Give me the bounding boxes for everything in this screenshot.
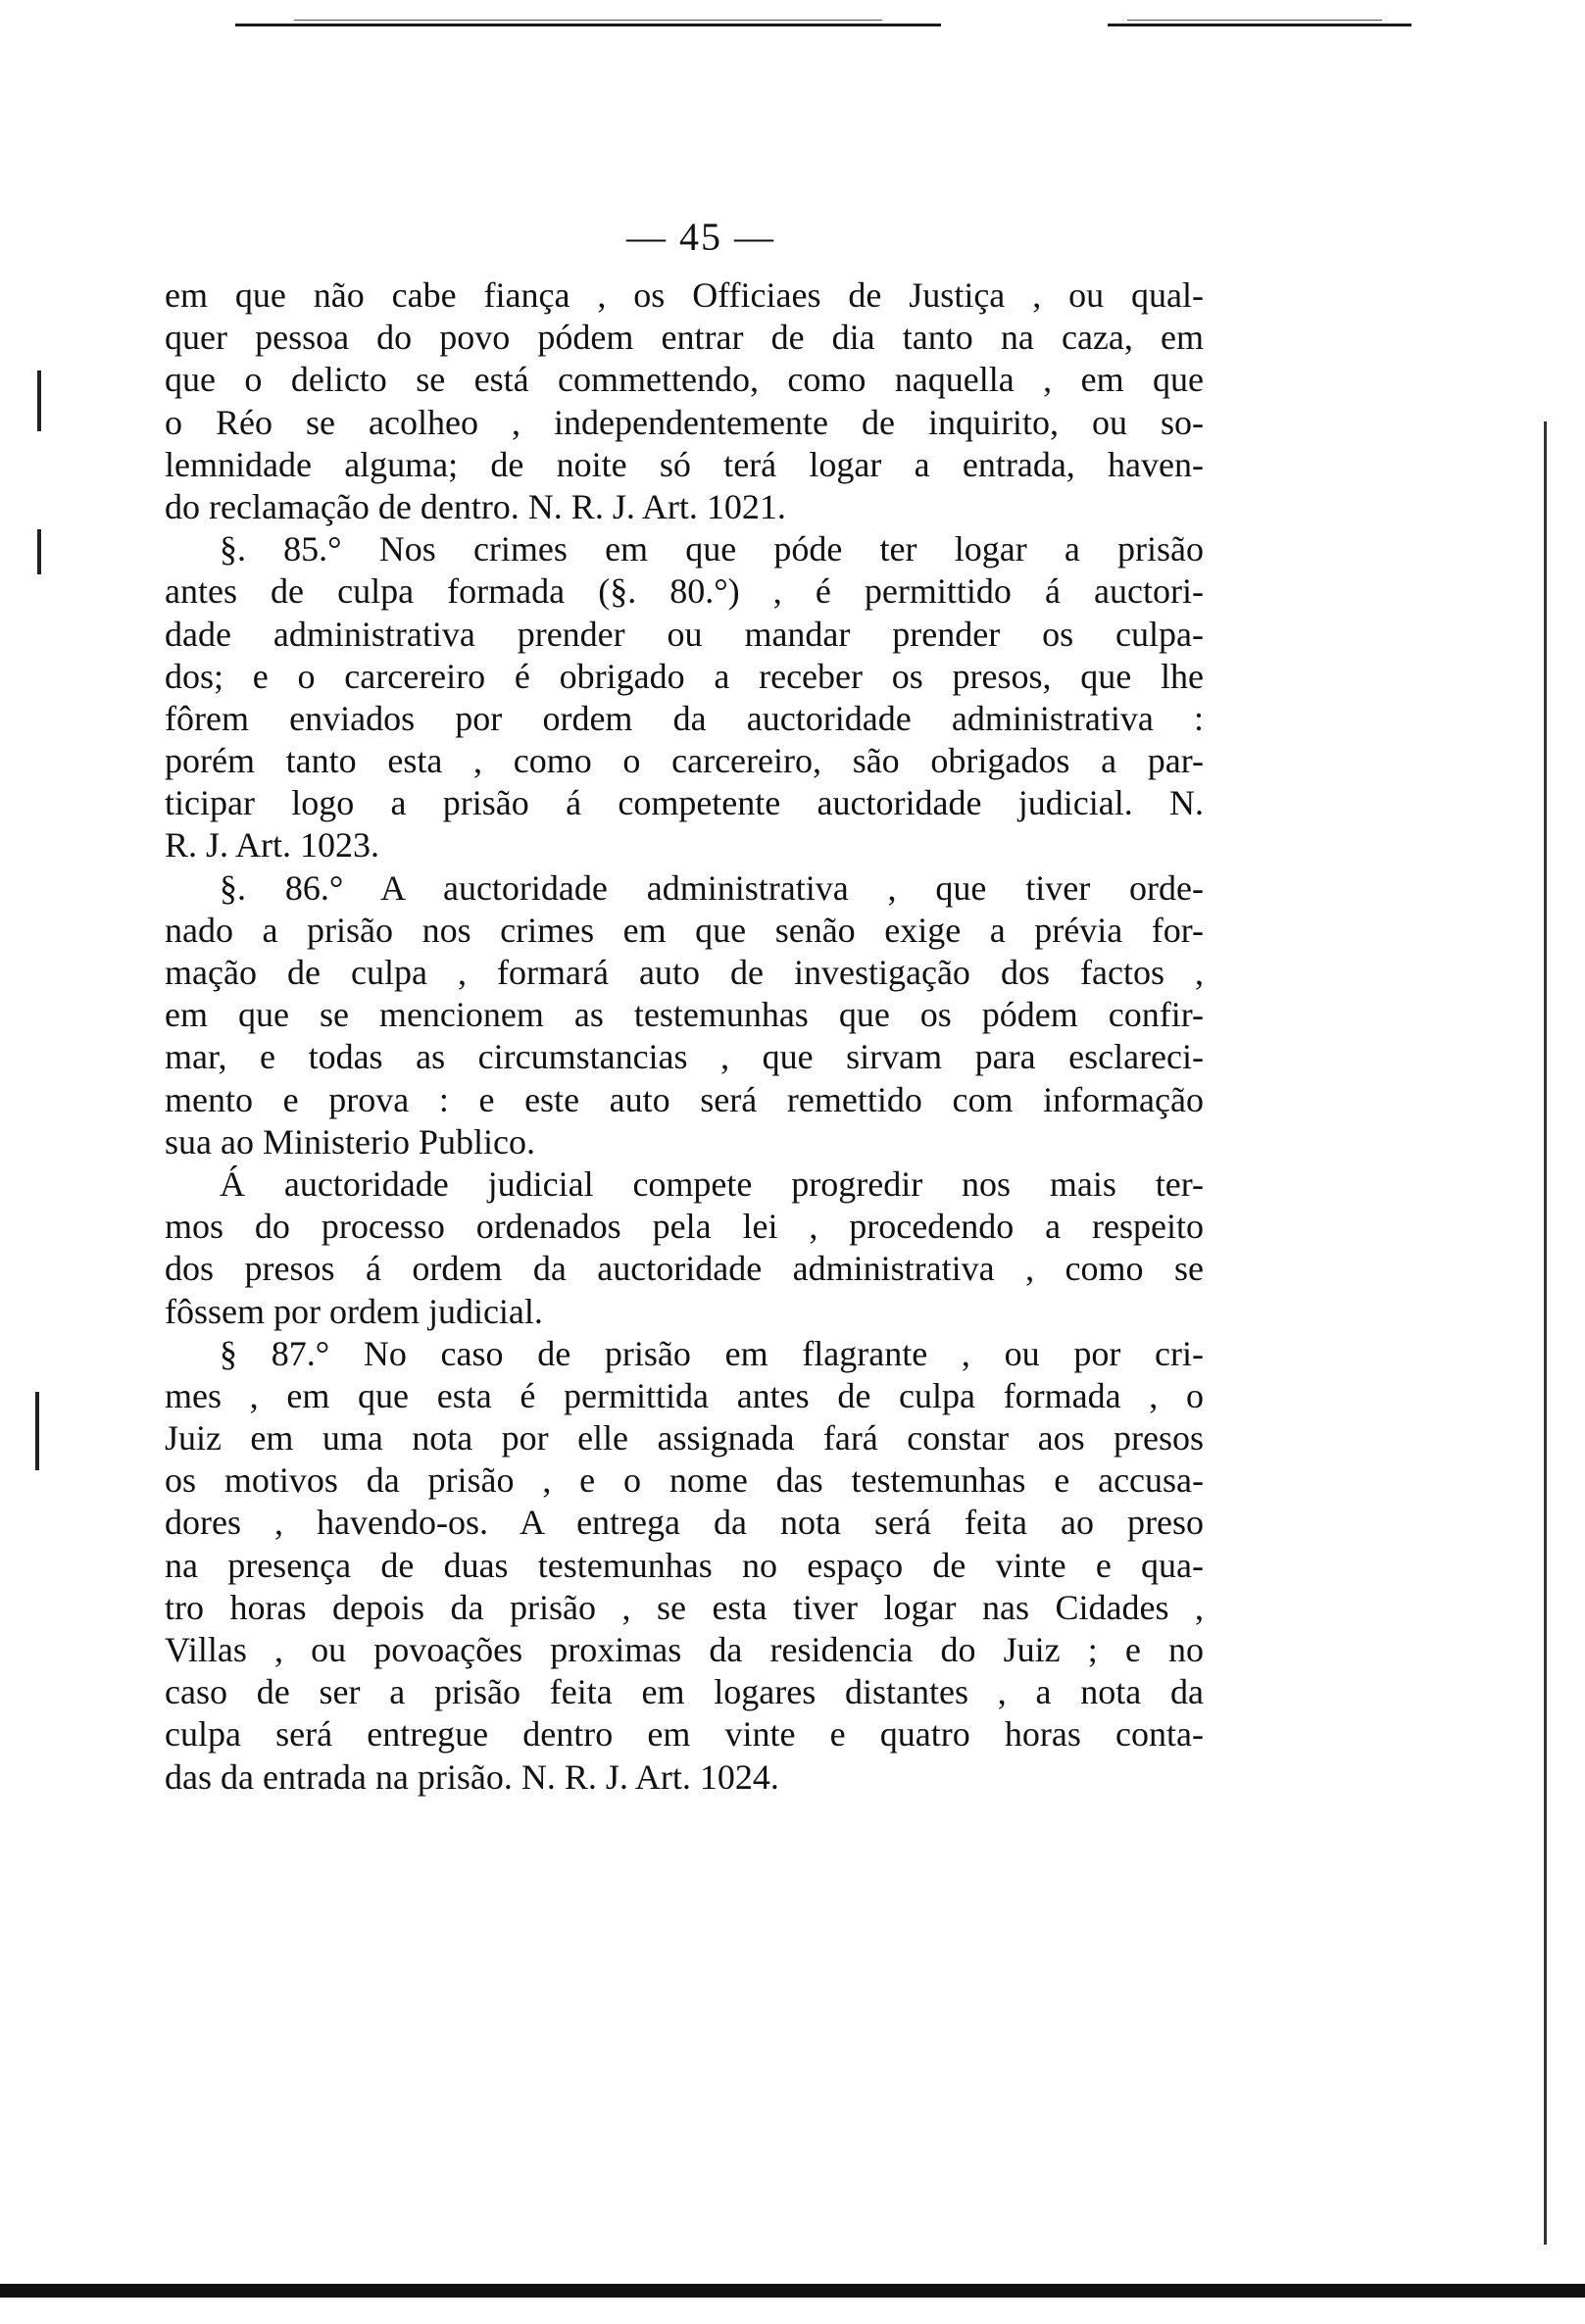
text-line: do reclamação de dentro. N. R. J. Art. 1021. <box>165 486 786 526</box>
margin-mark <box>37 529 41 574</box>
text-line: porém tanto esta , como o carcereiro, são obrigados a par- <box>165 741 1204 781</box>
text-line: mos do processo ordenados pela lei , procedendo a respeito <box>165 1207 1204 1247</box>
text-line: nado a prisão nos crimes em que senão exige a prévia for- <box>165 910 1204 950</box>
text-line: caso de ser a prisão feita em logares distantes , a nota da <box>165 1672 1204 1712</box>
text-line: mação de culpa , formará auto de investigação dos factos , <box>165 953 1204 992</box>
text-line: mento e prova : e este auto será remettido com informação <box>165 1079 1204 1119</box>
text-line: mes , em que esta é permittida antes de culpa formada , o <box>165 1375 1204 1415</box>
page-number: — 45 — <box>626 215 775 259</box>
text-line: ticipar logo a prisão á competente auctoridade judicial. N. <box>165 783 1204 823</box>
section-86-start: §. 86.° A auctoridade administrativa , que tiver orde- <box>220 867 1204 908</box>
text-line: na presença de duas testemunhas no espaço de vinte e qua- <box>165 1545 1204 1585</box>
text-line: fôrem enviados por ordem da auctoridade administrativa : <box>165 698 1204 738</box>
text-line: que o delicto se está commettendo, como naquella , em que <box>165 360 1204 400</box>
text-line: das da entrada na prisão. N. R. J. Art. 1024. <box>165 1756 779 1797</box>
margin-mark <box>37 371 41 431</box>
header-rule-thin-right <box>1127 20 1382 21</box>
text-line: em que não cabe fiança , os Officiaes de Justiça , ou qual- <box>165 275 1204 315</box>
text-line: Villas , ou povoações proximas da residencia do Juiz ; e no <box>165 1630 1204 1669</box>
text-line: dos presos á ordem da auctoridade administrativa , como se <box>165 1249 1204 1289</box>
text-line: tro horas depois da prisão , se esta tiver logar nas Cidades , <box>165 1587 1204 1627</box>
text-line: Juiz em uma nota por elle assignada fará constar aos presos <box>165 1418 1204 1459</box>
body-text <box>165 274 1204 1799</box>
section-85-start: §. 85.° Nos crimes em que póde ter logar a prisão <box>220 529 1204 569</box>
section-87-start: § 87.° No caso de prisão em flagrante , ou por cri- <box>220 1333 1204 1373</box>
header-rule-left <box>235 24 941 26</box>
text-line: R. J. Art. 1023. <box>165 825 380 865</box>
text-line: culpa será entregue dentro em vinte e quatro horas conta- <box>165 1714 1204 1755</box>
header-rule-thin-left <box>294 20 882 21</box>
text-line: quer pessoa do povo pódem entrar de dia tanto na caza, em <box>165 318 1204 358</box>
text-line: mar, e todas as circumstancias , que sirvam para esclareci- <box>165 1037 1204 1077</box>
text-line: o Réo se acolheo , independentemente de inquirito, ou so- <box>165 402 1204 442</box>
text-line: em que se mencionem as testemunhas que os pódem confir- <box>165 995 1204 1035</box>
paragraph-start: Á auctoridade judicial compete progredir nos mais ter- <box>220 1163 1204 1204</box>
text-line: lemnidade alguma; de noite só terá logar a entrada, haven- <box>165 444 1204 484</box>
page-bottom-border <box>0 2284 1585 2298</box>
header-rule-right <box>1108 24 1412 26</box>
margin-mark <box>35 1392 39 1470</box>
text-line: dos; e o carcereiro é obrigado a receber os presos, que lhe <box>165 656 1204 696</box>
text-line: dade administrativa prender ou mandar prender os culpa- <box>165 614 1204 654</box>
page-edge-shadow <box>1544 421 1547 2245</box>
text-line: os motivos da prisão , e o nome das testemunhas e accusa- <box>165 1460 1204 1501</box>
text-line: dores , havendo-os. A entrega da nota será feita ao preso <box>165 1503 1204 1543</box>
text-line: fôssem por ordem judicial. <box>165 1291 543 1331</box>
text-line: antes de culpa formada (§. 80.°) , é permittido á auctori- <box>165 571 1204 612</box>
text-line: sua ao Ministerio Publico. <box>165 1121 535 1162</box>
